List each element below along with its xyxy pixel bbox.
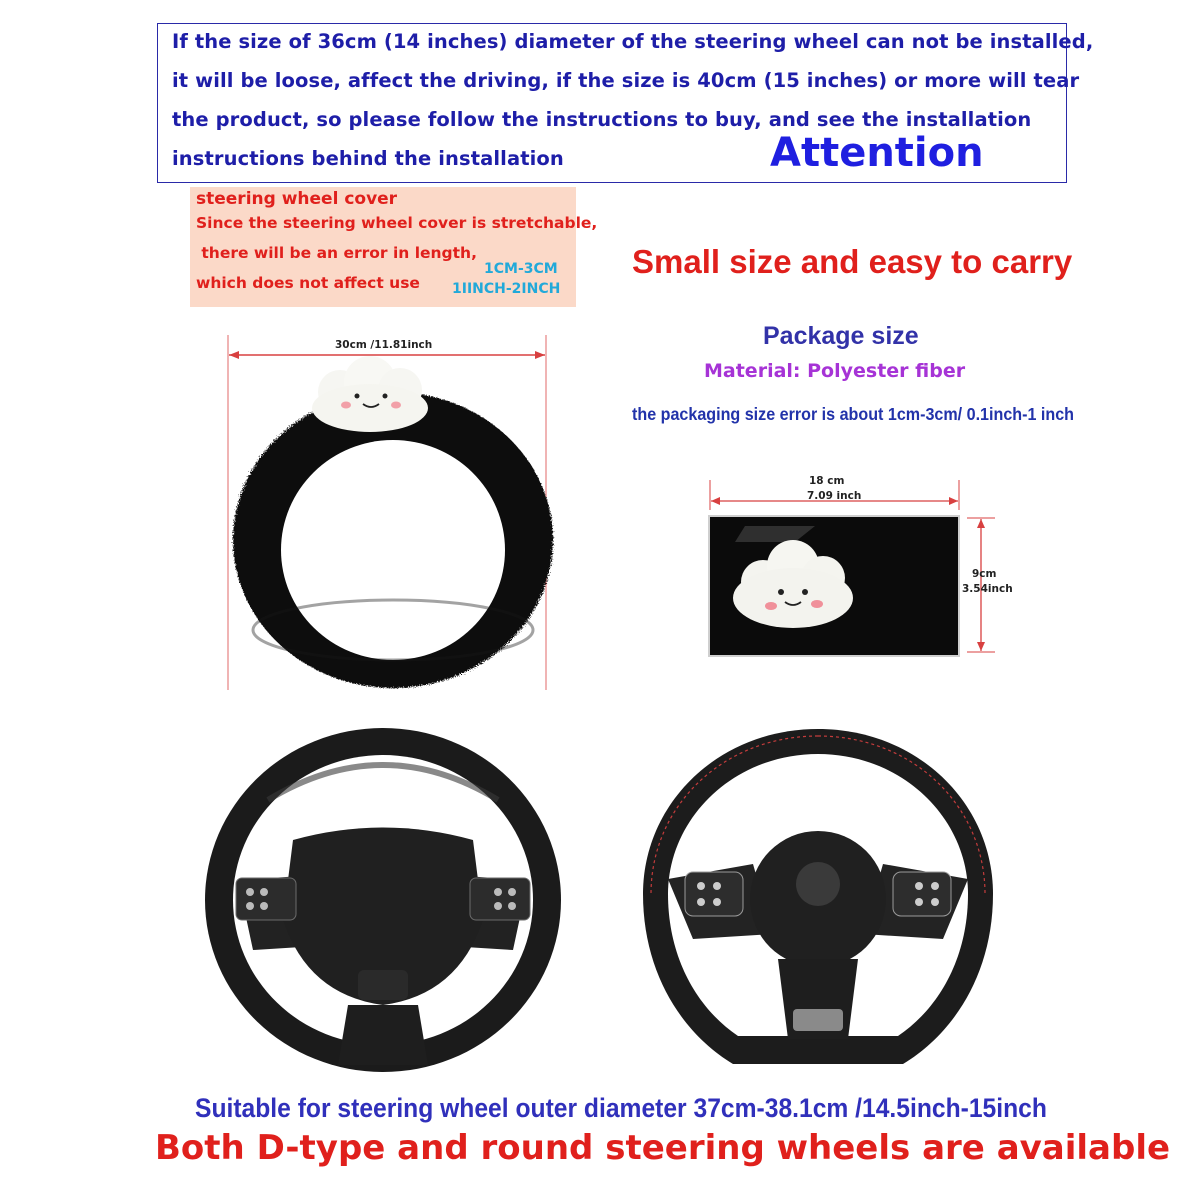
attention-box — [157, 23, 1094, 183]
attention-line-4: instructions behind the installation — [172, 147, 564, 170]
note-line-1: Since the steering wheel cover is stretchable, — [196, 214, 598, 232]
cover-dim-arrow-right — [535, 351, 545, 359]
cover-product-image — [215, 330, 560, 695]
stretch-note-box — [190, 187, 598, 307]
attention-line-3: the product, so please follow the instructions to buy, and see the installation — [172, 108, 1032, 131]
cover-ring-hole — [281, 440, 505, 660]
attention-line-2: it will be loose, affect the driving, if the size is 40cm (15 inches) or more will tear — [172, 69, 1080, 92]
cover-diameter-label: 30cm /11.81inch — [335, 339, 433, 351]
right-button-panel — [893, 872, 951, 916]
package-height-inch: 3.54inch — [962, 583, 1013, 595]
package-height-cm: 9cm — [972, 568, 997, 580]
note-line-2: there will be an error in length, — [196, 244, 477, 262]
left-button-panel — [236, 878, 296, 920]
suitable-diameter-text: Suitable for steering wheel outer diameter 37cm-38.1cm /14.5inch-15inch — [195, 1093, 1047, 1123]
package-title: Package size — [763, 322, 919, 350]
note-error-cm: 1CM-3CM — [484, 261, 558, 277]
note-title: steering wheel cover — [196, 189, 398, 209]
d-type-steering-wheel-image — [633, 724, 1003, 1084]
cloud-mascot-icon — [312, 356, 428, 432]
left-button-panel — [685, 872, 743, 916]
note-line-3: which does not affect use — [196, 274, 420, 292]
both-types-text: Both D-type and round steering wheels are available — [155, 1128, 1171, 1168]
package-material: Material: Polyester fiber — [704, 360, 966, 382]
right-button-panel — [470, 878, 530, 920]
attention-title: Attention — [770, 130, 984, 176]
note-error-inch: 1IINCH-2INCH — [452, 281, 561, 297]
attention-line-1: If the size of 36cm (14 inches) diameter of the steering wheel can not be installed, — [172, 30, 1094, 53]
round-steering-wheel-image — [198, 720, 568, 1085]
package-error-note: the packaging size error is about 1cm-3cm/ 0.1inch-1 inch — [632, 404, 1075, 424]
package-width-cm: 18 cm — [809, 475, 845, 487]
package-width-inch: 7.09 inch — [807, 490, 862, 502]
cover-dim-arrow-left — [229, 351, 239, 359]
headline: Small size and easy to carry — [632, 243, 1073, 280]
